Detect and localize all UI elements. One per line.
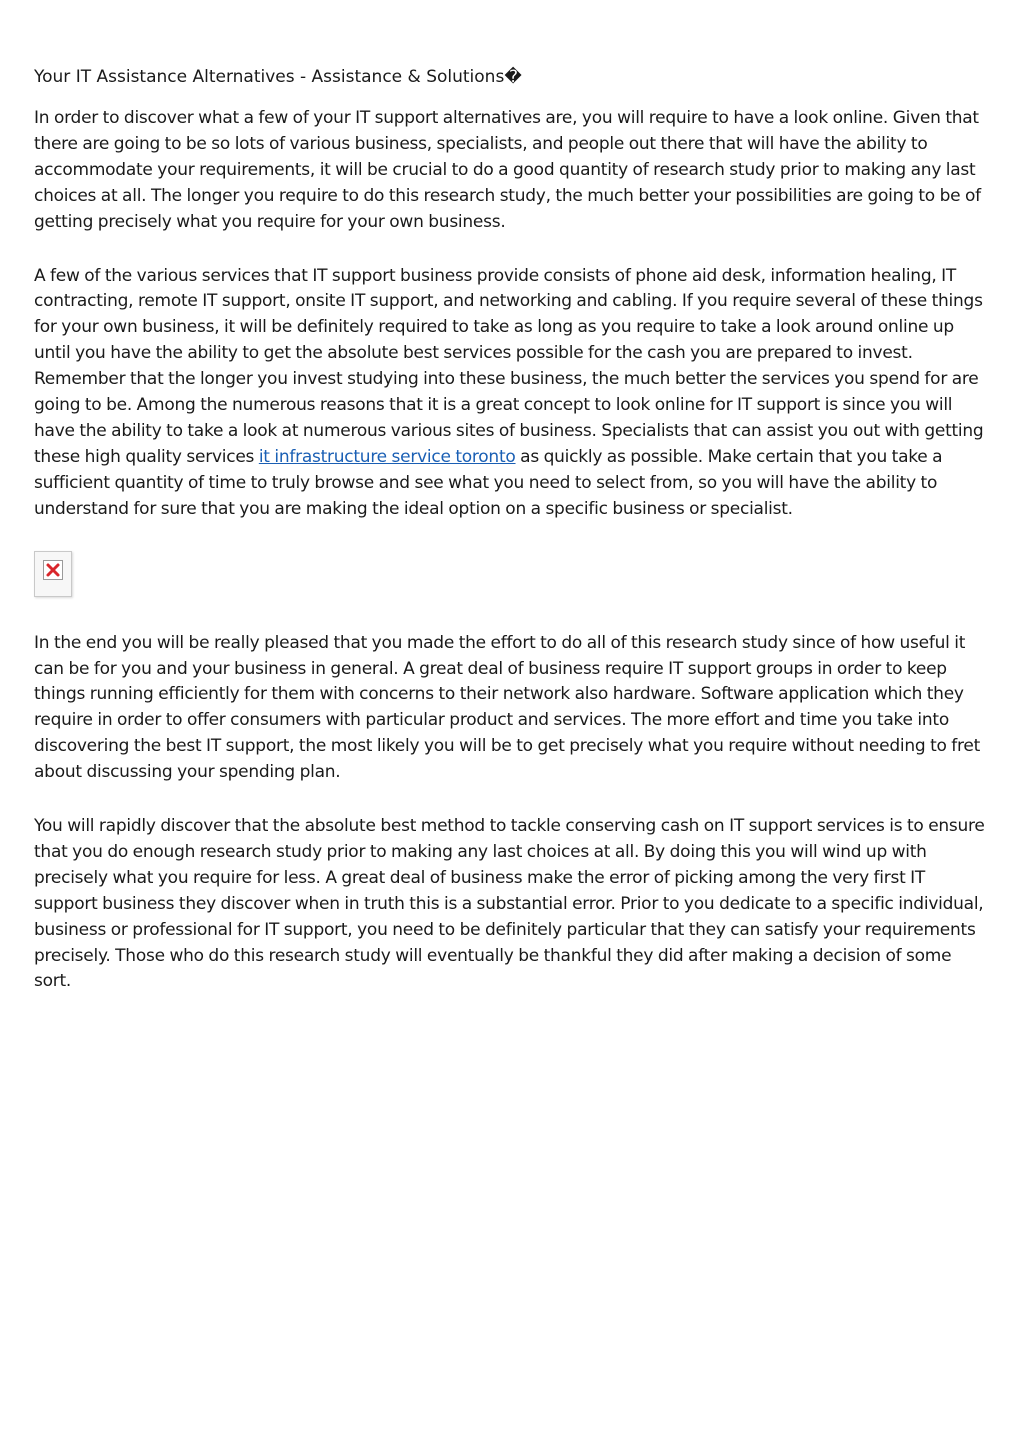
broken-image-icon [43,552,63,584]
paragraph-3: In the end you will be really pleased that you made the effort to do all of this research study since of how useful it can be for you and your business in general. A great deal of business require IT support groups in order to keep things running efficiently for them with concerns to their network also hardware. Software application which they require in order to offer consumers with particular product and services. The more effort and time you take into discovering the best IT support, the most likely you will be to get precisely what you require without needing to fret about discussing your spending plan. [34,632,981,783]
document-title: Your IT Assistance Alternatives - Assistance & Solutions� [34,67,522,87]
paragraph-1: In order to discover what a few of your IT support alternatives are, you will require to have a look online. Given that there are going to be so lots of various business, specialists, and people out there that will have the ability to accommodate your requirements, it will be crucial to do a good quantity of research study prior to making any last choices at all. The longer you require to do this research study, the much better your possibilities are going to be of getting precisely what you require for your own business. [34,108,981,232]
paragraph-2-text-before: A few of the various services that IT support business provide consists of phone aid desk, information healing, IT contracting, remote IT support, onsite IT support, and networking and cabling. If you require several of these things for your own business, it will be definitely required to take as long as you require to take a look around online up until you have the ability to get the absolute best services possible for the cash you are prepared to invest. Remember that the longer you invest studying into these business, the much better the services you spend for are going to be. Among the numerous reasons that it is a great concept to look online for IT support is since you will have the ability to take a look at numerous various sites of business. Specialists that can assist you out with getting these high quality services [34,265,984,467]
paragraph-2-text-after: as quickly as possible. Make certain that you take a sufficient quantity of time to truly browse and see what you need to select from, so you will have the ability to understand for sure that you are making the ideal option on a specific business or specialist. [34,446,943,519]
broken-image-placeholder [34,551,72,597]
paragraph-4: You will rapidly discover that the absolute best method to tackle conserving cash on IT support services is to ensure that you do enough research study prior to making any last choices at all. By doing this you will wind up with precisely what you require for less. A great deal of business make the error of picking among the very first IT support business they discover when in truth this is a substantial error. Prior to you dedicate to a specific individual, business or professional for IT support, you need to be definitely particular that they can satisfy your requirements precisely. Those who do this research study will eventually be thankful they did after making a decision of some sort. [34,816,985,992]
infrastructure-service-link[interactable]: it infrastructure service toronto [258,446,516,467]
paragraph-2 [34,264,990,523]
document-body [34,64,990,1023]
